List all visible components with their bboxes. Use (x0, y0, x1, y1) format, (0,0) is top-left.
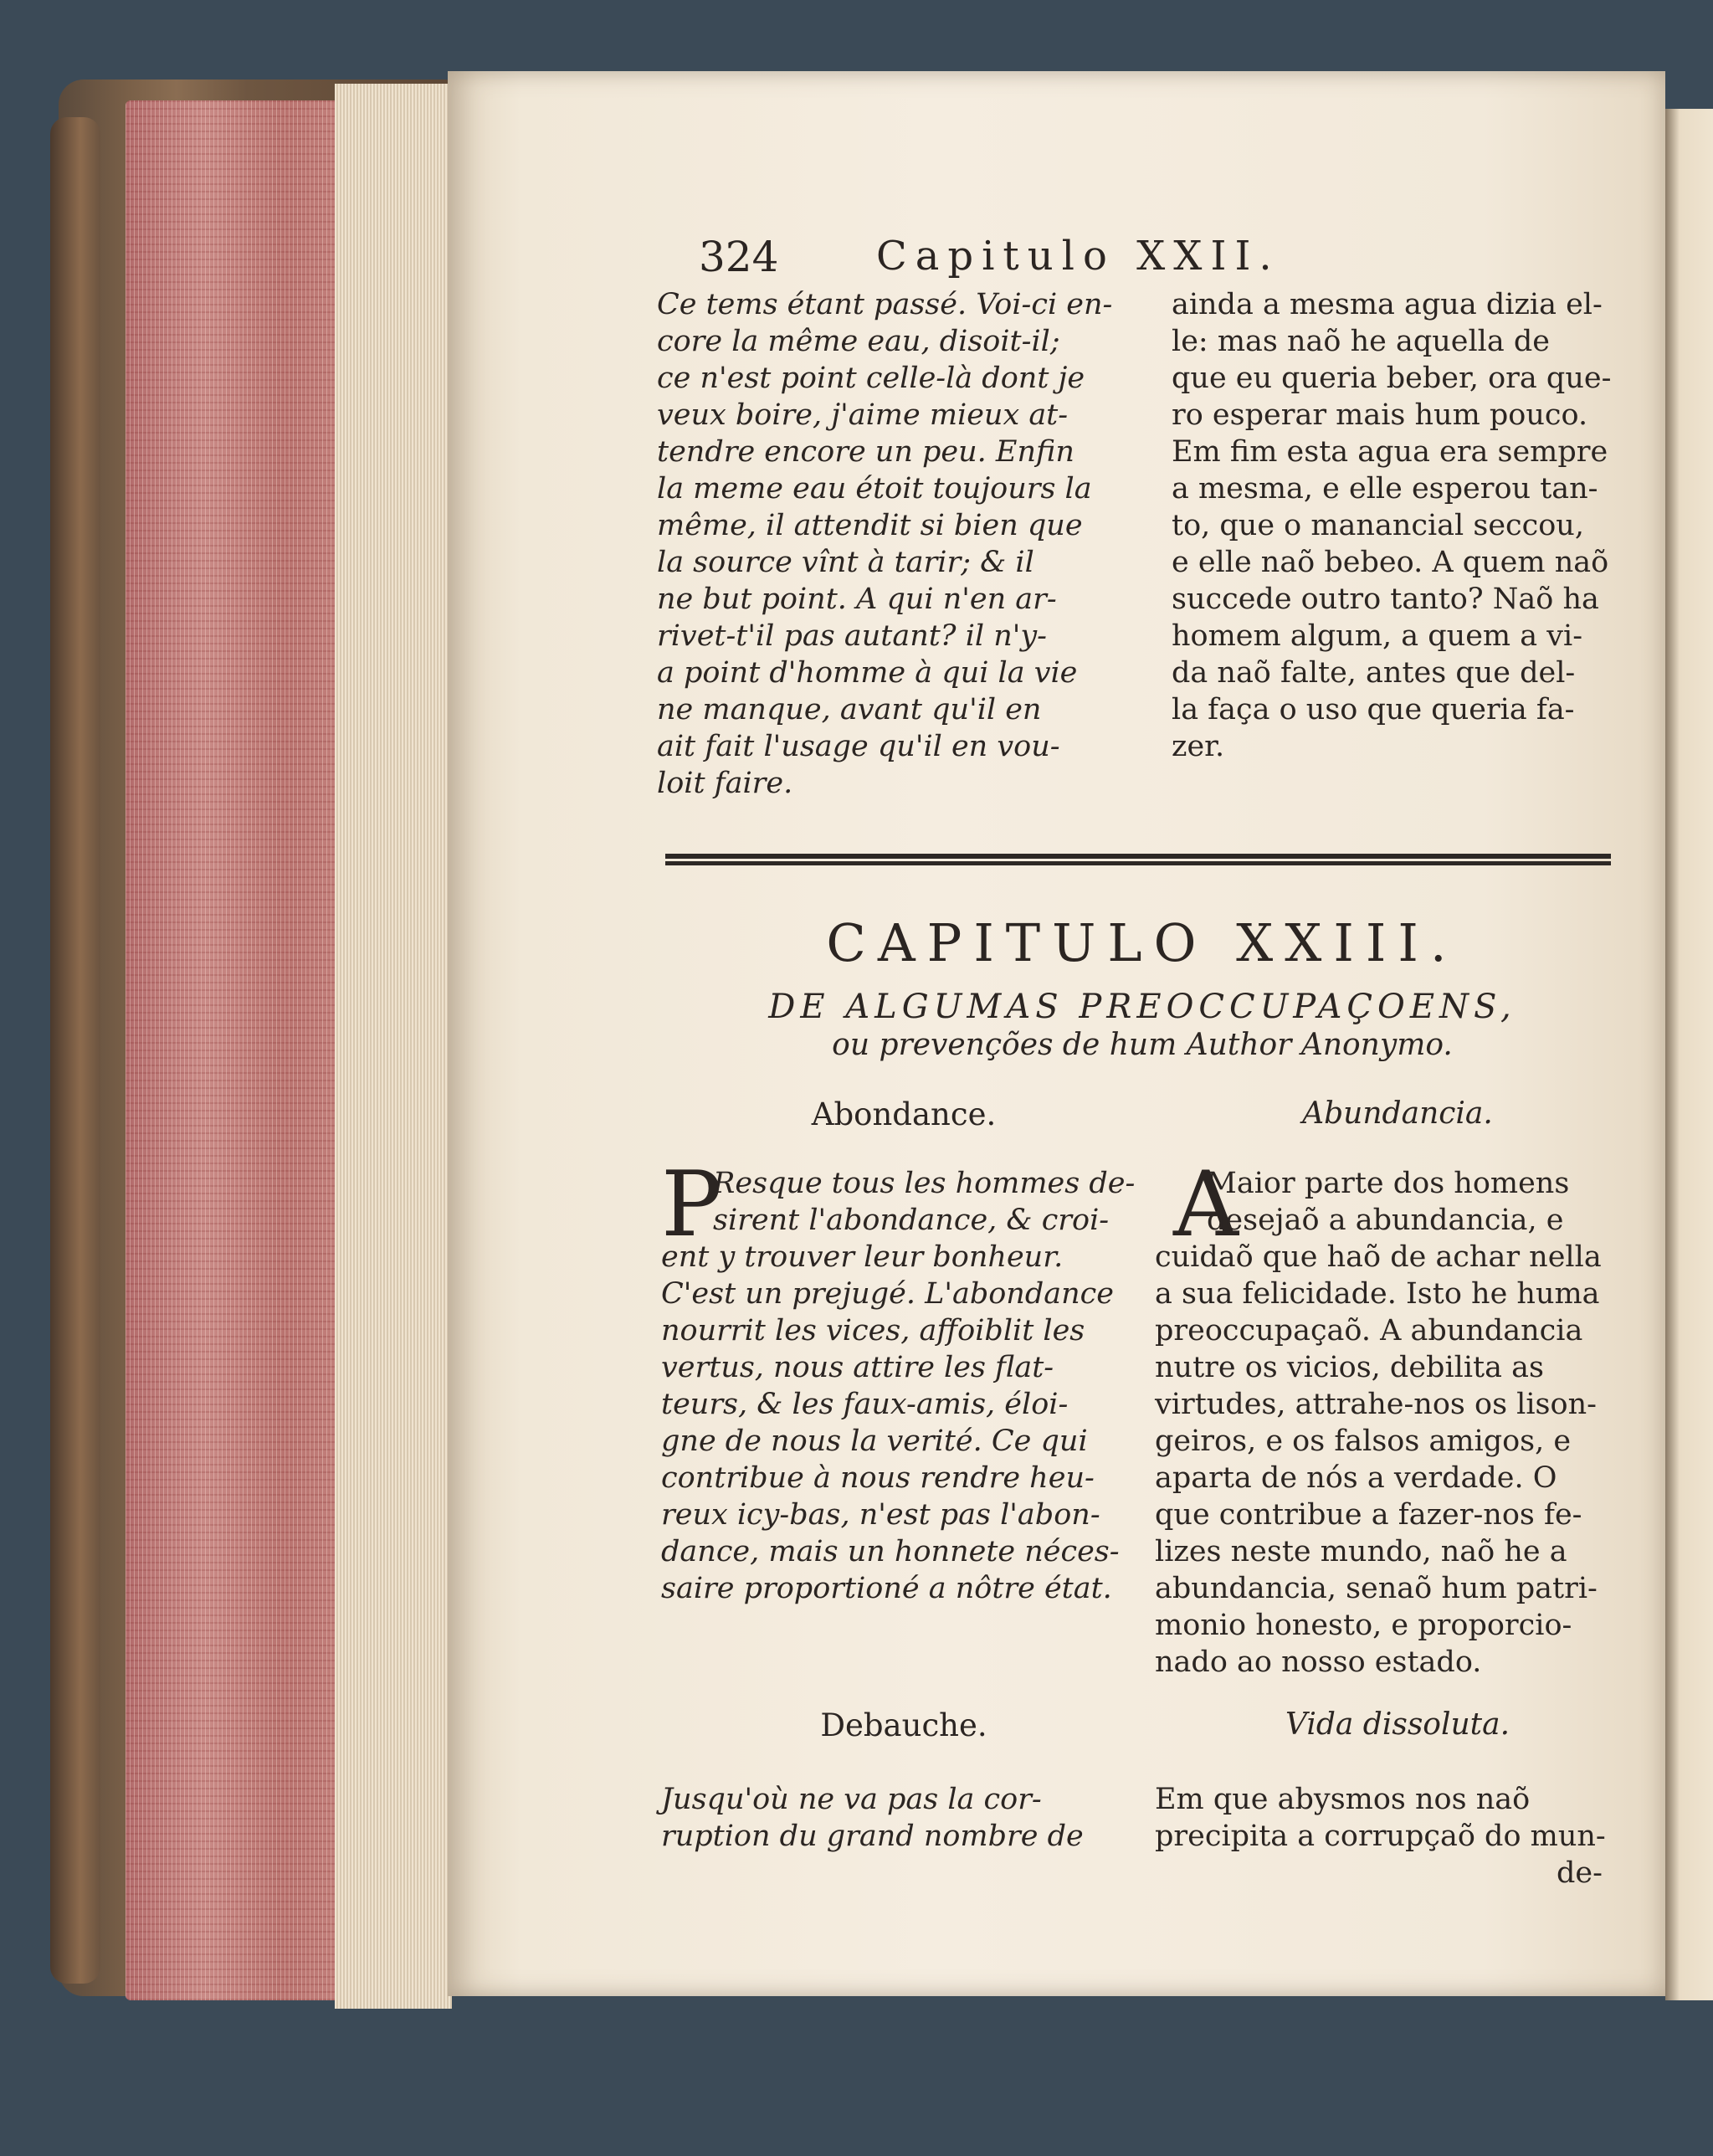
text-line: nado ao nosso estado. (1155, 1645, 1482, 1679)
text-line: C'est un prejugé. L'abondance (661, 1277, 1114, 1311)
section-title-portuguese: Vida dissoluta. (1285, 1707, 1510, 1742)
text-line: ait fait l'usage qu'il en vou- (657, 730, 1060, 763)
text-line: ruption du grand nombre de (661, 1820, 1084, 1853)
text-line: da naõ falte, antes que del- (1172, 656, 1576, 690)
book-spine-edge (50, 117, 100, 1984)
text-line: que eu queria beber, ora que- (1172, 362, 1612, 395)
text-line: precipita a corrupçaõ do mun- (1155, 1820, 1606, 1853)
text-line: Em que abysmos nos naõ (1155, 1783, 1531, 1816)
text-line: desejaõ a abundancia, e (1207, 1204, 1564, 1237)
text-line: Maior parte dos homens (1207, 1167, 1570, 1200)
portuguese-column-top (1172, 286, 1623, 765)
facing-page-edge (1665, 109, 1713, 2000)
text-line: succede outro tanto? Naõ ha (1172, 583, 1599, 616)
text-line: la source vînt à tarir; & il (657, 546, 1034, 579)
text-line: tendre encore un peu. Enfin (657, 435, 1074, 469)
text-line: monio honesto, e proporcio- (1155, 1609, 1572, 1642)
portuguese-column-vida-dissoluta (1155, 1781, 1623, 1855)
text-line: rivet-t'il pas autant? il n'y- (657, 619, 1047, 653)
running-head (699, 233, 1619, 283)
text-line: vertus, nous attire les flat- (661, 1351, 1054, 1384)
text-line: ro esperar mais hum pouco. (1172, 398, 1588, 432)
text-line: la meme eau étoit toujours la (657, 472, 1092, 506)
text-line: a point d'homme à qui la vie (657, 656, 1078, 690)
text-line: le: mas naõ he aquella de (1172, 325, 1550, 358)
french-column-top (657, 286, 1126, 802)
text-line: ne manque, avant qu'il en (657, 693, 1042, 726)
running-title: Capitulo XXII. (876, 233, 1280, 280)
text-line: abundancia, senaõ hum patri- (1155, 1572, 1598, 1605)
french-column-abondance (661, 1152, 1136, 1607)
page-number: 324 (699, 233, 779, 281)
dropcap-french: P (661, 1152, 722, 1257)
text-line: contribue à nous rendre heu- (661, 1461, 1095, 1495)
text-line: la faça o uso que queria fa- (1172, 693, 1575, 726)
text-line: reux icy-bas, n'est pas l'abon- (661, 1498, 1100, 1532)
text-line: sirent l'abondance, & croi- (713, 1204, 1110, 1237)
text-line: ent y trouver leur bonheur. (661, 1240, 1064, 1274)
text-line: a mesma, e elle esperou tan- (1172, 472, 1598, 506)
double-rule-divider (665, 854, 1611, 865)
text-line: geiros, e os falsos amigos, e (1155, 1424, 1572, 1458)
text-line: veux boire, j'aime mieux at- (657, 398, 1069, 432)
dropcap-portuguese: A (1173, 1152, 1239, 1257)
text-line: dance, mais un honnete néces- (661, 1535, 1120, 1568)
text-line: nourrit les vices, affoiblit les (661, 1314, 1085, 1348)
catchword: de- (1557, 1856, 1603, 1890)
text-line: a sua felicidade. Isto he huma (1155, 1277, 1600, 1311)
text-line: cuidaõ que haõ de achar nella (1155, 1240, 1602, 1274)
page-edges-light (335, 84, 452, 2009)
text-line: loit faire. (657, 767, 793, 800)
french-column-debauche (661, 1781, 1130, 1855)
text-line: e elle naõ bebeo. A quem naõ (1172, 546, 1609, 579)
text-line: ainda a mesma agua dizia el- (1172, 288, 1603, 321)
text-line: zer. (1172, 730, 1225, 763)
text-line: aparta de nós a verdade. O (1155, 1461, 1557, 1495)
text-line: Jusqu'où ne va pas la cor- (661, 1783, 1042, 1816)
section-title-portuguese: Abundancia. (1302, 1096, 1493, 1131)
chapter-subtitle: DE ALGUMAS PREOCCUPAÇOENS, (768, 988, 1516, 1026)
text-line: teurs, & les faux-amis, éloi- (661, 1388, 1069, 1421)
text-line: Ce tems étant passé. Voi-ci en- (657, 288, 1113, 321)
text-line: preoccupaçaõ. A abundancia (1155, 1314, 1583, 1348)
text-line: Em fim esta agua era sempre (1172, 435, 1608, 469)
section-title-french: Abondance. (811, 1096, 997, 1132)
portuguese-column-abundancia (1155, 1152, 1623, 1681)
text-line: Resque tous les hommes de- (713, 1167, 1136, 1200)
section-title-french: Debauche. (820, 1707, 987, 1743)
text-line: virtudes, attrahe-nos os lison- (1155, 1388, 1597, 1421)
chapter-heading: CAPITULO XXIII. (826, 912, 1459, 973)
text-line: ne but point. A qui n'en ar- (657, 583, 1057, 616)
text-line: gne de nous la verité. Ce qui (661, 1424, 1088, 1458)
text-line: core la même eau, disoit-il; (657, 325, 1060, 358)
text-line: lizes neste mundo, naõ he a (1155, 1535, 1567, 1568)
text-line: que contribue a fazer-nos fe- (1155, 1498, 1582, 1532)
text-line: ce n'est point celle-là dont je (657, 362, 1085, 395)
text-line: to, que o manancial seccou, (1172, 509, 1584, 542)
text-line: même, il attendit si bien que (657, 509, 1083, 542)
text-line: homem algum, a quem a vi- (1172, 619, 1583, 653)
text-line: nutre os vicios, debilita as (1155, 1351, 1544, 1384)
text-line: saire proportioné a nôtre état. (661, 1572, 1112, 1605)
chapter-subtitle-secondary: ou prevenções de hum Author Anonymo. (832, 1028, 1453, 1062)
